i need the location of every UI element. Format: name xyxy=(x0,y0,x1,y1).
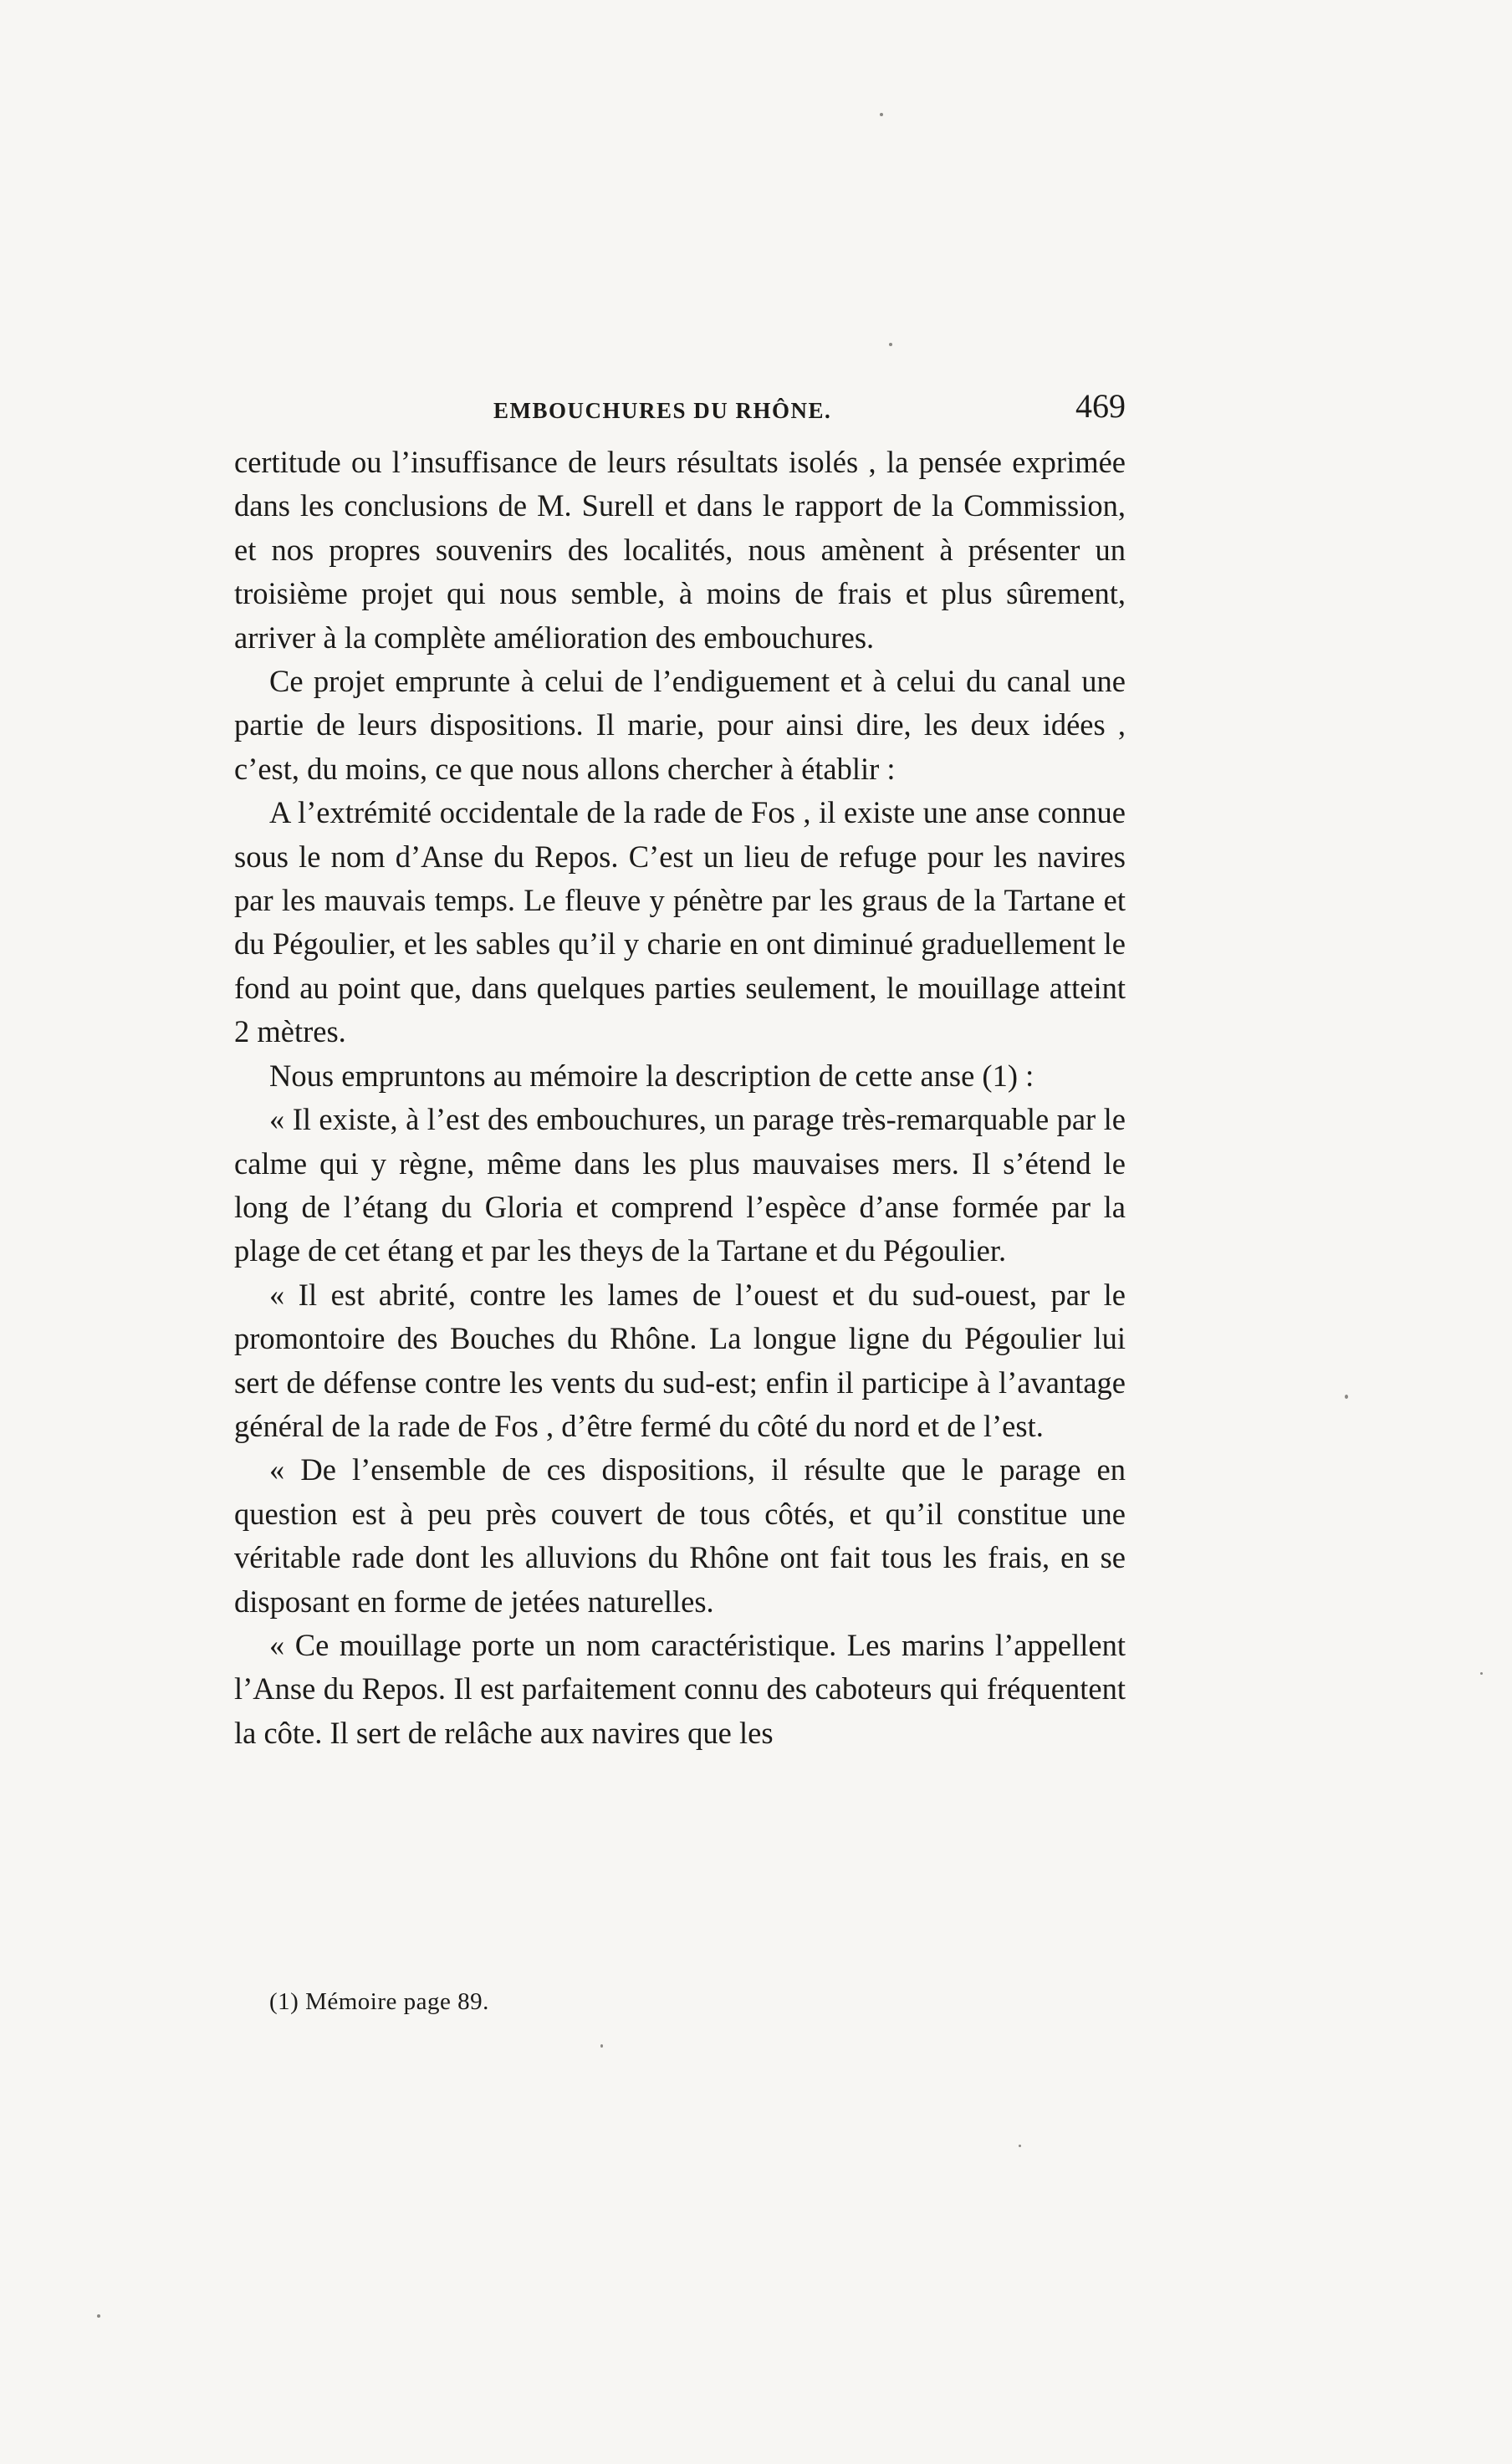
footnote: (1) Mémoire page 89. xyxy=(269,1988,489,2015)
quote-paragraph-4: « Ce mouillage porte un nom caractéristique. Les marins l’appellent l’Anse du Repos. Il est parfaitement connu des caboteurs qui fréquentent la côte. Il sert de relâche aux navires que les xyxy=(234,1627,1126,1750)
paragraph-project: Ce projet emprunte à celui de l’endiguement et à celui du canal une partie de leurs dispositions. Il marie, pour ainsi dire, les deux idées , c’est, du moins, ce que nous allons chercher à établir : xyxy=(234,664,1126,786)
quote-paragraph-1: « Il existe, à l’est des embouchures, un parage très-remarquable par le calme qui y règne, même dans les plus mauvaises mers. Il s’étend le long de l’étang du Gloria et comprend l’espèce d’anse formée par la plage de cet étang et par les theys de la Tartane et du Pégoulier. xyxy=(234,1102,1126,1268)
paper-speck xyxy=(889,343,892,346)
paper-speck xyxy=(880,113,883,116)
running-title: EMBOUCHURES DU RHÔNE. xyxy=(493,398,832,423)
quote-paragraph-2: « Il est abrité, contre les lames de l’ouest et du sud-ouest, par le promontoire des Bouches du Rhône. La longue ligne du Pégoulier lui sert de défense contre les vents du sud-est; enfin il participe à l’avantage général de la rade de Fos , d’être fermé du côté du nord et de l’est. xyxy=(234,1277,1126,1443)
page-header xyxy=(234,386,1126,436)
paper-speck xyxy=(1480,1672,1483,1675)
page-number: 469 xyxy=(1075,387,1126,425)
paper-speck xyxy=(600,2044,603,2048)
paragraph-anse-du-repos: A l’extrémité occidentale de la rade de Fos , il existe une anse connue sous le nom d’Anse du Repos. C’est un lieu de refuge pour les navires par les mauvais temps. Le fleuve y pénètre par les graus de la Tartane et du Pégoulier, et les sables qu’il y charie en ont diminué graduellement le fond au point que, dans quelques parties seulement, le mouillage atteint 2 mètres. xyxy=(234,795,1126,1049)
body-text xyxy=(234,441,1126,1755)
paragraph-continuation: certitude ou l’insuffisance de leurs résultats isolés , la pensée exprimée dans les conclusions de M. Surell et dans le rapport de la Commission, et nos propres souvenirs des localités, nous amènent à présenter un troisième projet qui nous semble, à moins de frais et plus sûrement, arriver à la complète amélioration des embouchures. xyxy=(234,445,1126,655)
quote-paragraph-3: « De l’ensemble de ces dispositions, il résulte que le parage en question est à peu près couvert de tous côtés, et qu’il constitue une véritable rade dont les alluvions du Rhône ont fait tous les frais, en se disposant en forme de jetées naturelles. xyxy=(234,1452,1126,1619)
paper-speck xyxy=(1019,2145,1021,2147)
paragraph-citation-intro: Nous empruntons au mémoire la description de cette anse (1) : xyxy=(269,1058,1034,1093)
paper-speck xyxy=(97,2314,100,2318)
paper-speck xyxy=(1345,1395,1348,1399)
